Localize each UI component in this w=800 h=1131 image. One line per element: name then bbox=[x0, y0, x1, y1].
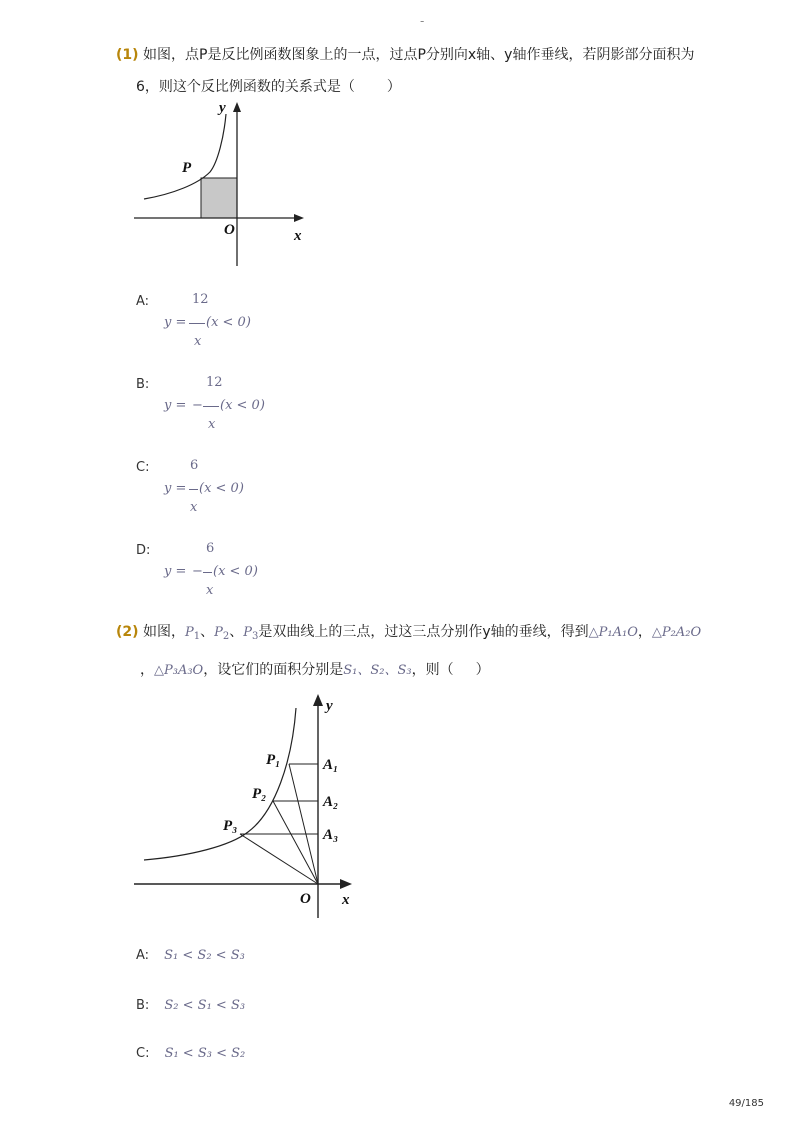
option-sign: − bbox=[192, 398, 203, 413]
q1-label-y: y bbox=[219, 100, 226, 116]
q1-label-p: P bbox=[182, 160, 192, 176]
q2-stem-line2 bbox=[140, 663, 490, 678]
q2-label-p1: P₁ bbox=[266, 752, 281, 768]
option-numerator: 12 bbox=[206, 375, 223, 390]
option-denominator: x bbox=[208, 417, 216, 432]
q2-s-list: S₁、S₂、S₃ bbox=[343, 663, 412, 678]
option-denominator: x bbox=[206, 583, 214, 598]
option-letter: A: bbox=[136, 294, 150, 309]
q2-line2-lead: ， bbox=[140, 662, 154, 678]
q1-option-c[interactable] bbox=[136, 456, 336, 516]
q2-comma1: ， bbox=[637, 624, 652, 640]
q2-stem-mid: 是双曲线上的三点，过这三点分别作y轴的垂线，得到 bbox=[258, 624, 589, 640]
option-expr: S₂ < S₁ < S₃ bbox=[164, 998, 246, 1013]
fraction-bar bbox=[189, 323, 205, 324]
q1-shaded-area bbox=[201, 178, 237, 218]
option-lhs: y = bbox=[164, 398, 187, 413]
q1-stem-line1 bbox=[116, 48, 694, 62]
option-expr: S₁ < S₂ < S₃ bbox=[164, 948, 245, 963]
option-numerator: 12 bbox=[192, 292, 209, 307]
option-denominator: x bbox=[194, 334, 202, 349]
q2-number: (2) bbox=[116, 624, 139, 640]
q1-stem-text-1: 如图，点P是反比例函数图象上的一点，过点P分别向x轴、y轴作垂线，若阴影部分面积为 bbox=[143, 47, 695, 63]
fraction-bar bbox=[203, 572, 212, 573]
q2-label-y: y bbox=[326, 698, 333, 714]
option-sign: − bbox=[192, 564, 203, 579]
fraction-bar bbox=[189, 489, 198, 490]
q2-label-a3: A₃ bbox=[323, 827, 339, 843]
q2-label-p3: P₃ bbox=[223, 818, 238, 834]
option-condition: (x < 0) bbox=[213, 564, 258, 579]
option-lhs: y = bbox=[164, 481, 187, 496]
page-number: 49/185 bbox=[728, 1098, 764, 1109]
q2-line-p3-o bbox=[240, 834, 318, 884]
header-mark: - bbox=[420, 14, 425, 28]
q2-tri3: △P₃A₃O bbox=[154, 663, 204, 678]
option-letter: B: bbox=[136, 377, 150, 392]
q1-option-b[interactable] bbox=[136, 373, 336, 433]
q2-figure bbox=[130, 690, 362, 920]
option-letter: C: bbox=[136, 1046, 150, 1061]
q1-label-x: x bbox=[294, 228, 302, 244]
q2-line-p2-o bbox=[273, 801, 318, 884]
q2-stem-mid2: ，设它们的面积分别是 bbox=[203, 662, 344, 678]
q2-option-a[interactable] bbox=[136, 944, 245, 963]
q1-figure bbox=[128, 96, 318, 271]
q2-label-p2: P₂ bbox=[252, 786, 267, 802]
q2-p2: $P_2$ bbox=[214, 625, 230, 642]
option-condition: (x < 0) bbox=[206, 315, 251, 330]
q2-label-a1: A₁ bbox=[323, 757, 339, 773]
q2-stem-prefix: 如图， bbox=[143, 624, 185, 640]
q1-label-o: O bbox=[224, 222, 235, 238]
option-lhs: y = bbox=[164, 315, 187, 330]
q2-label-a2: A₂ bbox=[323, 794, 339, 810]
fraction-bar bbox=[203, 406, 219, 407]
option-lhs: y = bbox=[164, 564, 187, 579]
q2-tri1: △P₁A₁O bbox=[588, 625, 638, 640]
q1-stem-close: ） bbox=[386, 79, 401, 95]
q2-y-arrow-icon bbox=[313, 694, 323, 706]
option-denominator: x bbox=[190, 500, 198, 515]
option-letter: D: bbox=[136, 543, 151, 558]
q2-sep1: 、 bbox=[200, 624, 215, 640]
q2-stem-line1 bbox=[116, 625, 701, 644]
q2-sep2: 、 bbox=[229, 624, 244, 640]
option-expr: S₁ < S₃ < S₂ bbox=[164, 1046, 246, 1061]
q2-option-b[interactable] bbox=[136, 994, 245, 1013]
q2-label-x: x bbox=[342, 892, 350, 908]
option-numerator: 6 bbox=[206, 541, 215, 556]
q1-y-arrow-icon bbox=[233, 102, 241, 112]
q2-p3: $P_3$ bbox=[243, 625, 259, 642]
option-condition: (x < 0) bbox=[199, 481, 244, 496]
q1-stem-text-2: 6，则这个反比例函数的关系式是（ bbox=[136, 79, 355, 95]
q1-number: (1) bbox=[116, 47, 139, 63]
q2-tri2: △P₂A₂O bbox=[651, 625, 702, 640]
option-letter: C: bbox=[136, 460, 150, 475]
q1-option-d[interactable] bbox=[136, 539, 336, 599]
q2-hyperbola-curve bbox=[144, 708, 296, 860]
option-letter: B: bbox=[136, 998, 150, 1013]
option-condition: (x < 0) bbox=[220, 398, 265, 413]
q2-stem-close: ） bbox=[475, 662, 490, 678]
q2-x-arrow-icon bbox=[340, 879, 352, 889]
q1-x-arrow-icon bbox=[294, 214, 304, 222]
q2-p1: $P_1$ bbox=[185, 625, 201, 642]
q1-option-a[interactable] bbox=[136, 290, 336, 350]
q2-line-p1-o bbox=[289, 764, 318, 884]
option-numerator: 6 bbox=[190, 458, 199, 473]
q2-label-o: O bbox=[300, 891, 311, 907]
q2-option-c[interactable] bbox=[136, 1042, 245, 1061]
q1-stem-line2 bbox=[136, 80, 401, 94]
q2-stem-end: ，则（ bbox=[411, 662, 454, 678]
option-letter: A: bbox=[136, 948, 150, 963]
